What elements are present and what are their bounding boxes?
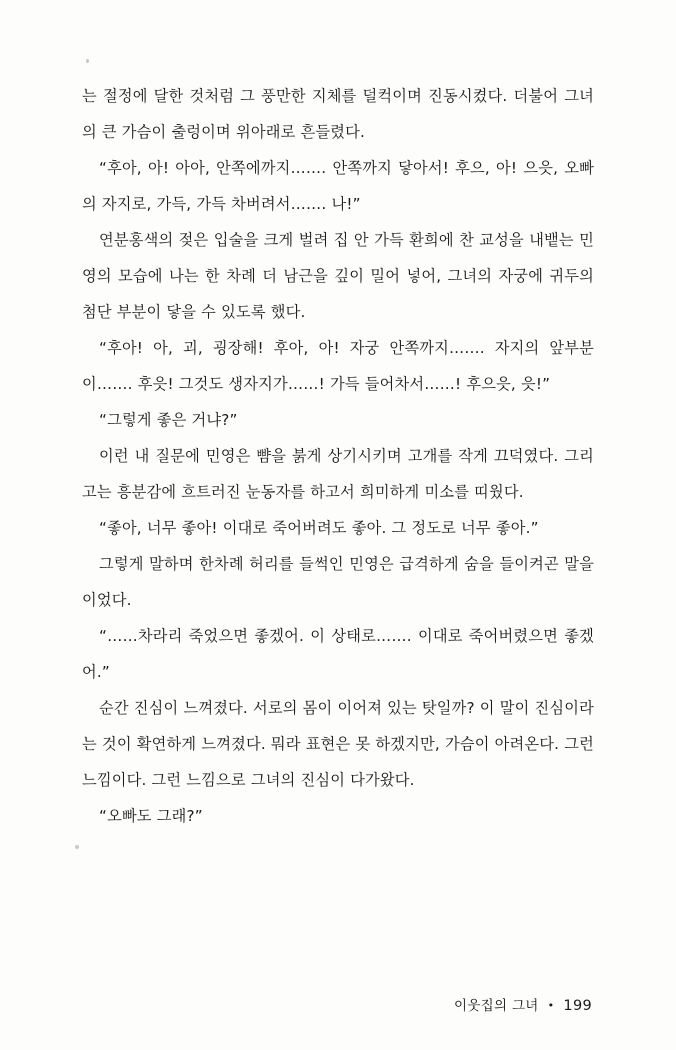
body-paragraph: “후아! 아, 괴, 굉장해! 후아, 아! 자궁 안쪽까지……. 자지의 앞부분이……. 후읏! 그것도 생자지가……! 가득 들어차서……! 후으읏, 읏!” [82, 339, 594, 393]
body-paragraph: 순간 진심이 느껴졌다. 서로의 몸이 이어져 있는 탓일까? 이 말이 진심이라는 것이 확연하게 느껴졌다. 뭐라 표현은 못 하겠지만, 가슴이 아려온다. 그런 느낌이다. 그런 느낌으로 그녀의 진심이 다가왔다. [82, 699, 594, 789]
footer-book-title: 이웃집의 그녀 [453, 998, 539, 1014]
paper-speck [86, 59, 89, 63]
footer-page-number: 199 [563, 998, 592, 1014]
body-paragraph: “그렇게 좋은 거냐?” [99, 411, 238, 429]
body-paragraph: 연분홍색의 젖은 입술을 크게 벌려 집 안 가득 환희에 찬 교성을 내뱉는 민영의 모습에 나는 한 차례 더 남근을 깊이 밀어 넣어, 그녀의 자궁에 귀두의 첨단 부분이 닿을 수 있도록 했다. [82, 231, 594, 321]
body-paragraph: 그렇게 말하며 한차례 허리를 들썩인 민영은 급격하게 숨을 들이켜곤 말을 이었다. [82, 555, 594, 609]
body-paragraph: “후아, 아! 아아, 안쪽에까지……. 안쪽까지 닿아서! 후으, 아! 으읏, 오빠의 자지로, 가득, 가득 차버려서……. 나!” [82, 159, 594, 213]
body-paragraph: “좋아, 너무 좋아! 이대로 죽어버려도 좋아. 그 정도로 너무 좋아.” [99, 519, 539, 537]
page-footer [454, 994, 592, 1014]
body-paragraph: 이런 내 질문에 민영은 뺨을 붉게 상기시키며 고개를 작게 끄덕였다. 그리고는 흥분감에 흐트러진 눈동자를 하고서 희미하게 미소를 띠웠다. [82, 447, 594, 501]
body-paragraph: “오빠도 그래?” [99, 807, 203, 825]
body-paragraph: “……차라리 죽었으면 좋겠어. 이 상태로……. 이대로 죽어버렸으면 좋겠어.” [82, 627, 594, 681]
page-text-column [82, 78, 594, 834]
footer-separator-dot: • [547, 999, 555, 1012]
paper-speck [75, 845, 79, 849]
body-paragraph: 는 절정에 달한 것처럼 그 풍만한 지체를 덜컥이며 진동시켰다. 더불어 그녀의 큰 가슴이 출렁이며 위아래로 흔들렸다. [82, 87, 594, 141]
